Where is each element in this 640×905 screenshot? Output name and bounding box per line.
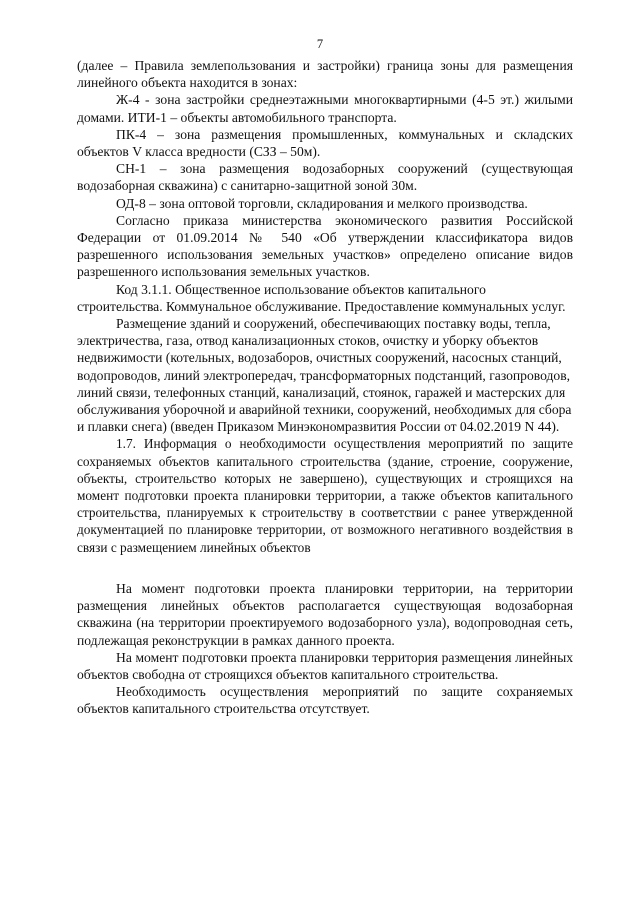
paragraph-zone-zh4: Ж-4 - зона застройки среднеэтажными многоквартирными (4-5 эт.) жилыми домами. ИТИ-1 – объекты автомобильного транспорта. [77, 92, 573, 125]
paragraph-code-311: Код 3.1.1. Общественное использование объектов капитального строительства. Коммунальное обслуживание. Предоставление коммунальных услуг. [77, 281, 566, 314]
paragraph-zone-sn1: СН-1 – зона размещения водозаборных сооружений (существующая водозаборная скважина) с санитарно-защитной зоной 30м. [77, 161, 573, 194]
paragraph-zone-pk4: ПК-4 – зона размещения промышленных, коммунальных и складских объектов V класса вредности (СЗЗ – 50м). [77, 126, 573, 160]
document-body [77, 57, 573, 718]
section-heading-1-7: 1.7. Информация о необходимости осуществления мероприятий по защите сохраняемых объектов капитального строительства (здание, строение, сооружение, объекты, строительство которых не завершено), существующих и строящихся на момент подготовки проекта планировки территории, а также объектов капитального строительства, планируемых к строительству в соответствии с ранее утвержденной документацией по планировке территории, от возможного негативного воздействия в связи с размещением линейных объектов [77, 436, 573, 555]
paragraph-zones-intro: (далее – Правила землепользования и застройки) граница зоны для размещения линейного объекта находится в зонах: [77, 58, 573, 91]
paragraph-zone-od8: ОД-8 – зона оптовой торговли, складирования и мелкого производства. [116, 195, 528, 211]
page-number: 7 [316, 37, 324, 51]
paragraph-utilities-description: Размещение зданий и сооружений, обеспечивающих поставку воды, тепла, электричества, газа, отвод канализационных стоков, очистку и уборку объектов недвижимости (котельных, водозаборов, очистных сооружений, насосных станций, водопроводов, линий электропередач, трансформаторных подстанций, газопроводов, линий связи, телефонных станций, канализаций, стоянок, гаражей и мастерских для обслуживания уборочной и аварийной техники, сооружений, необходимых для сбора и плавки снега) (введен Приказом Минэкономразвития России от 04.02.2019 N 44). [77, 316, 572, 435]
paragraph-existing-objects: На момент подготовки проекта планировки территории, на территории размещения линейных объектов располагается существующая водозаборная скважина (на территории проектируемого водозаборного узла), водопроводная сеть, подлежащая реконструкции в рамках данного проекта. [77, 580, 573, 648]
paragraph-territory-free: На момент подготовки проекта планировки территория размещения линейных объектов свободна от строящихся объектов капитального строительства. [77, 649, 573, 682]
paragraph-ministry-order: Согласно приказа министерства экономического развития Российской Федерации от 01.09.2014 № 540 «Об утверждении классификатора видов разрешенного использования земельных участков» определено описание видов разрешенного использования земельных участков. [77, 212, 573, 280]
paragraph-protection-not-needed: Необходимость осуществления мероприятий по защите сохраняемых объектов капитального строительства отсутствует. [77, 684, 573, 717]
spacer [77, 556, 573, 580]
